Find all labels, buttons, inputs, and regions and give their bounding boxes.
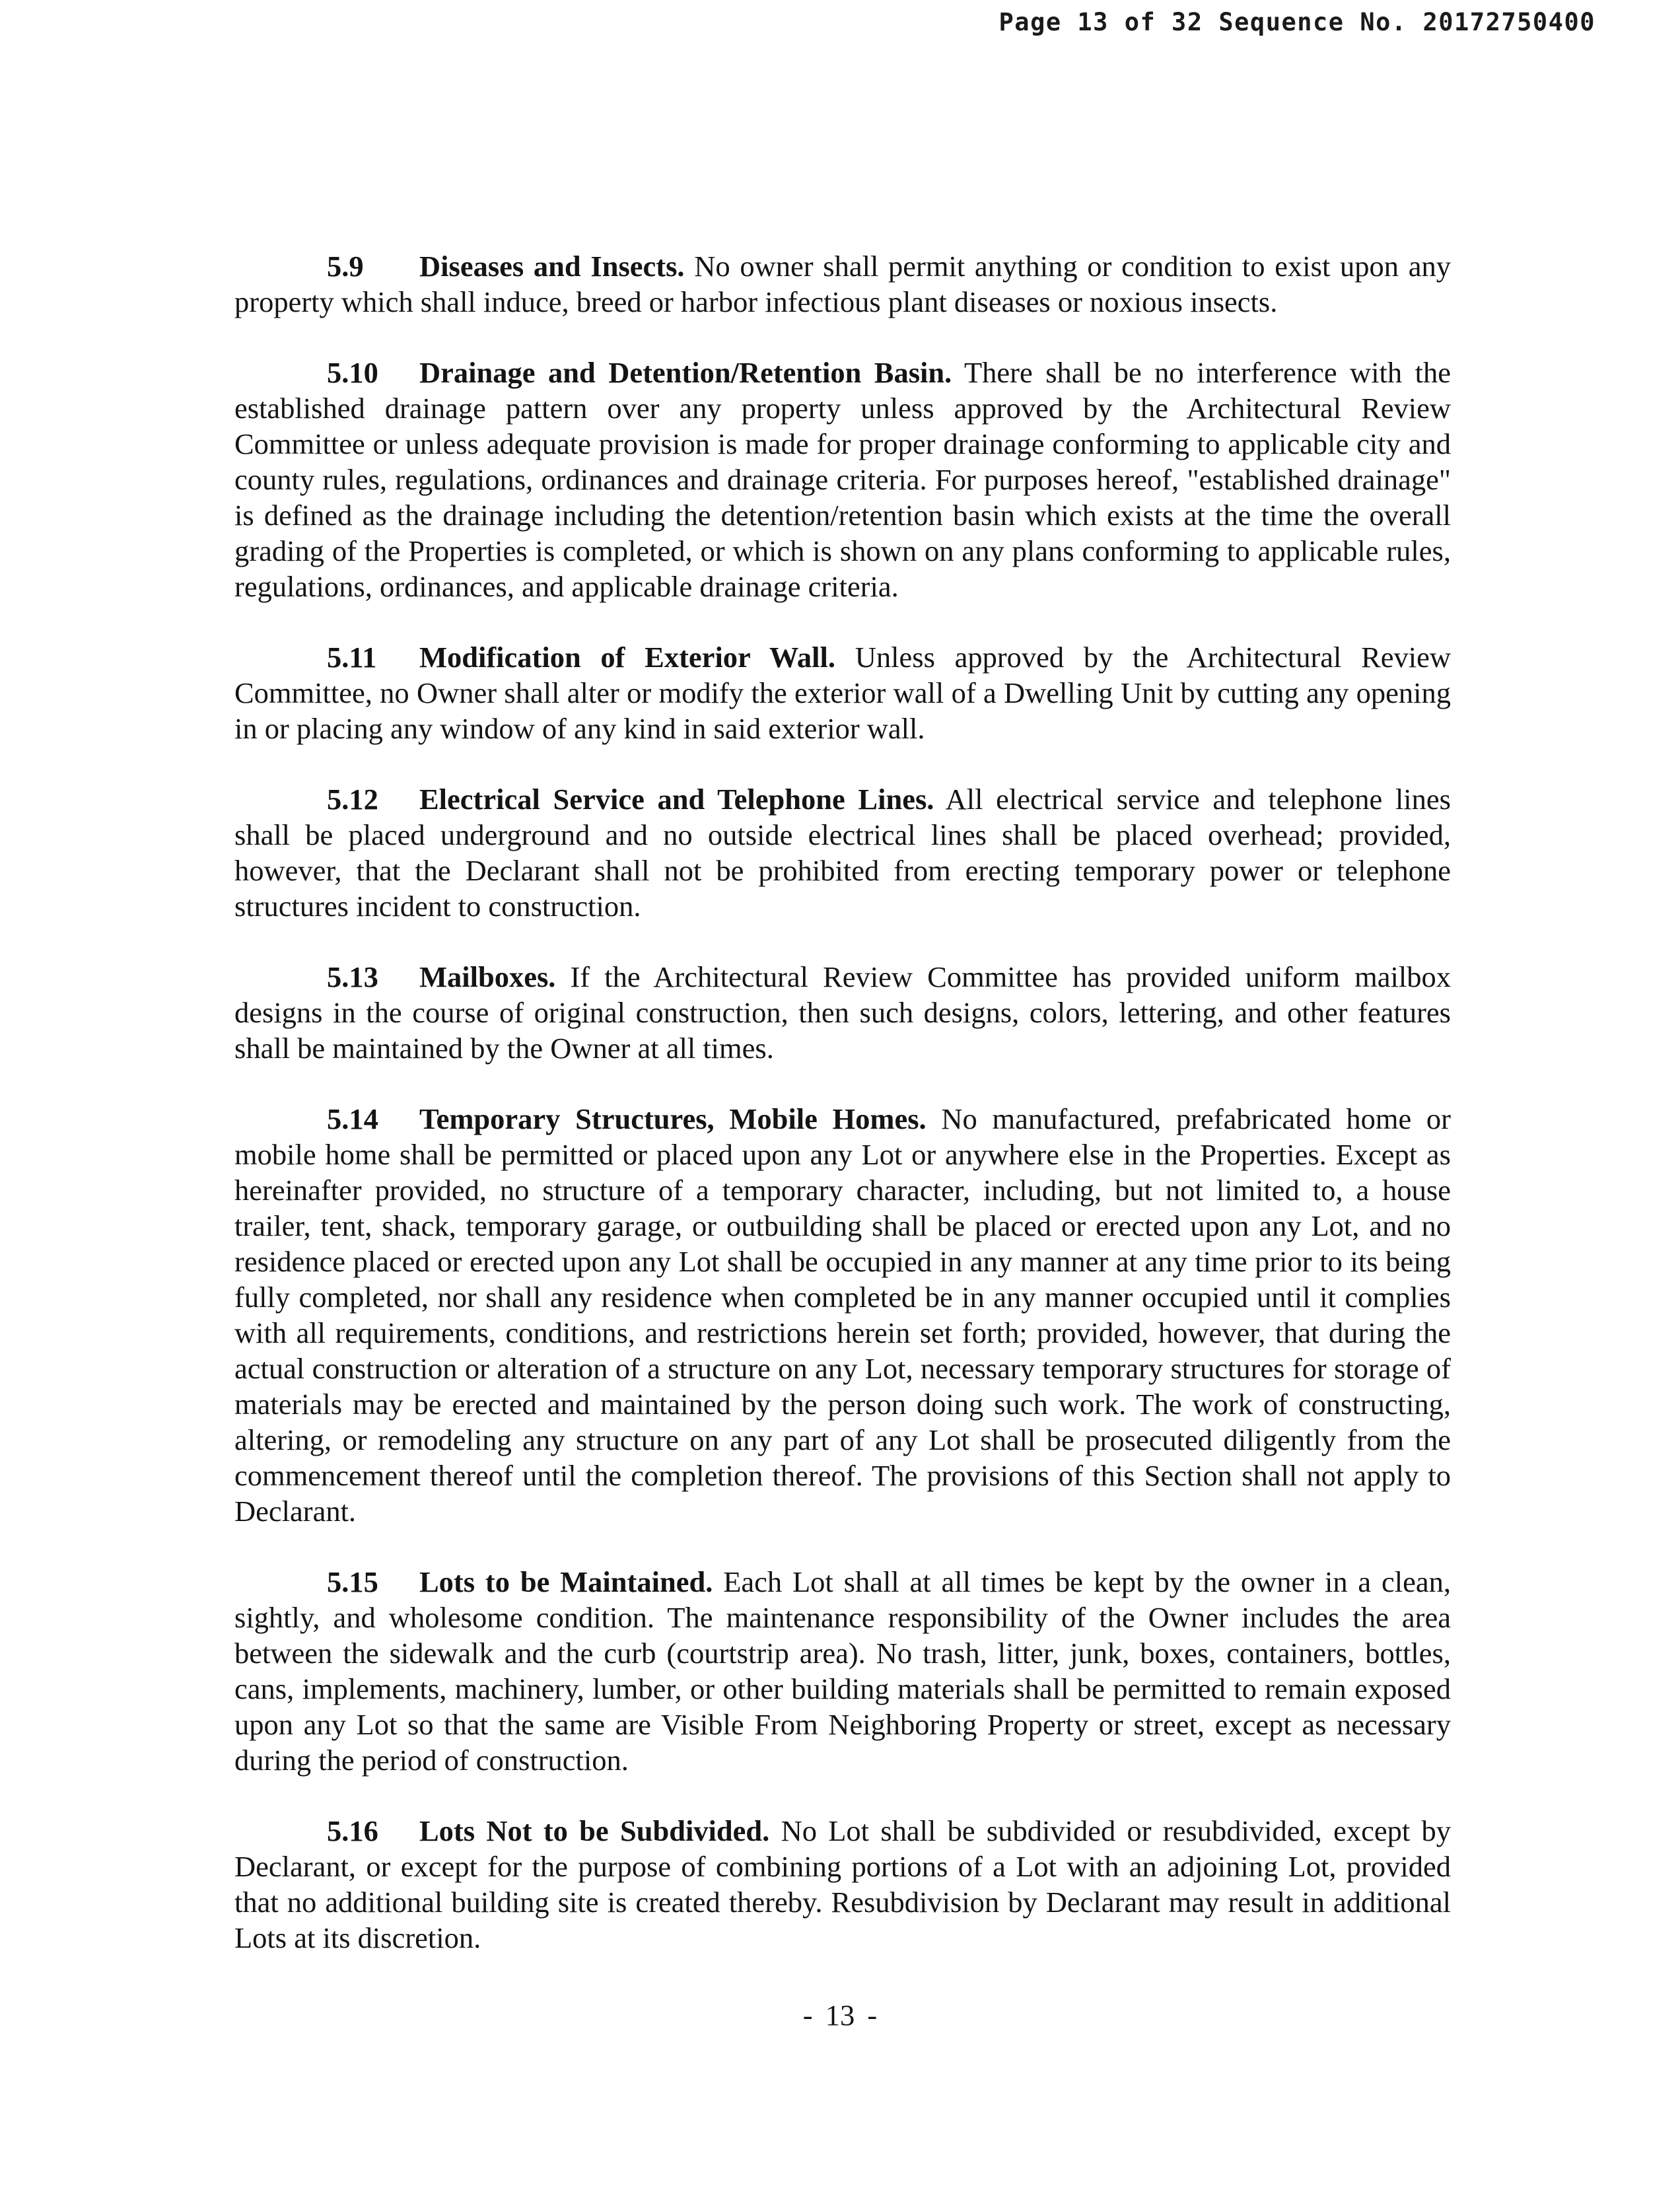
section-body: Each Lot shall at all times be kept by the owner in a clean, sightly, and wholesome condition. The maintenance responsibility of the Owner includes the area between the sidewalk and the curb (courtstrip area). No trash, litter, junk, boxes, containers, bottles, cans, implements, machinery, lumber, or other building materials shall be permitted to remain exposed upon any Lot so that the same are Visible From Neighboring Property or street, except as necessary during the period of construction. — [234, 1565, 1452, 1777]
section-title: Drainage and Detention/Retention Basin. — [419, 356, 952, 389]
section-5-10 — [234, 355, 1451, 604]
section-title: Lots Not to be Subdivided. — [419, 1814, 770, 1847]
section-title: Diseases and Insects. — [419, 250, 685, 283]
section-5-14 — [234, 1101, 1451, 1529]
section-number: 5.9 — [327, 250, 364, 283]
section-body: There shall be no interference with the established drainage pattern over any property unless approved by the Architectural Review Committee or unless adequate provision is made for proper drainage conforming to applicable city and county rules, regulations, ordinances and drainage criteria. For purposes hereof, "established drainage" is defined as the drainage including the detention/retention basin which exists at the time the overall grading of the Properties is completed, or which is shown on any plans conforming to applicable rules, regulations, ordinances, and applicable drainage criteria. — [234, 356, 1452, 603]
section-5-9 — [234, 248, 1451, 320]
page-number-footer: - 13 - — [802, 1999, 878, 2032]
section-number: 5.15 — [327, 1565, 378, 1598]
page-sequence-header: Page 13 of 32 Sequence No. 20172750400 — [998, 8, 1595, 36]
section-5-15 — [234, 1564, 1451, 1778]
section-number: 5.10 — [327, 356, 378, 389]
section-body: If the Architectural Review Committee has provided uniform mailbox designs in the course of original construction, then such designs, colors, lettering, and other features shall be maintained by the Owner at all times. — [234, 960, 1451, 1065]
section-title: Lots to be Maintained. — [419, 1565, 713, 1598]
section-body: No owner shall permit anything or condition to exist upon any property which shall induce, breed or harbor infectious plant diseases or noxious insects. — [234, 250, 1451, 318]
section-title: Electrical Service and Telephone Lines. — [419, 783, 934, 816]
section-body: All electrical service and telephone lines shall be placed underground and no outside electrical lines shall be placed overhead; provided, however, that the Declarant shall not be prohibited from erecting temporary power or telephone structures incident to construction. — [234, 783, 1451, 923]
document-body — [234, 248, 1451, 1991]
section-5-11 — [234, 639, 1451, 746]
section-title: Temporary Structures, Mobile Homes. — [419, 1102, 927, 1135]
section-body: Unless approved by the Architectural Review Committee, no Owner shall alter or modify the exterior wall of a Dwelling Unit by cutting any opening in or placing any window of any kind in said exterior wall. — [234, 641, 1452, 745]
section-body: No Lot shall be subdivided or resubdivided, except by Declarant, or except for the purpose of combining portions of a Lot with an adjoining Lot, provided that no additional building site is created thereby. Resubdivision by Declarant may result in additional Lots at its discretion. — [234, 1814, 1451, 1954]
section-number: 5.13 — [327, 960, 378, 993]
section-title: Modification of Exterior Wall. — [419, 641, 836, 674]
section-title: Mailboxes. — [419, 960, 556, 993]
section-number: 5.12 — [327, 783, 378, 816]
section-body: No manufactured, prefabricated home or mobile home shall be permitted or placed upon any Lot or anywhere else in the Properties. Except as hereinafter provided, no structure of a temporary character, including, but not limited to, a house trailer, tent, shack, temporary garage, or outbuilding shall be placed or erected upon any Lot, and no residence placed or erected upon any Lot shall be occupied in any manner at any time prior to its being fully completed, nor shall any residence when completed be in any manner occupied until it complies with all requirements, conditions, and restrictions herein set forth; provided, however, that during the actual construction or alteration of a structure on any Lot, necessary temporary structures for storage of materials may be erected and maintained by the person doing such work. The work of constructing, altering, or remodeling any structure on any part of any Lot shall be prosecuted diligently from the commencement thereof until the completion thereof. The provisions of this Section shall not apply to Declarant. — [234, 1102, 1451, 1528]
section-number: 5.14 — [327, 1102, 378, 1135]
section-5-16 — [234, 1813, 1451, 1956]
section-5-12 — [234, 781, 1451, 924]
section-5-13 — [234, 959, 1451, 1066]
section-number: 5.11 — [327, 641, 377, 674]
section-number: 5.16 — [327, 1814, 378, 1847]
